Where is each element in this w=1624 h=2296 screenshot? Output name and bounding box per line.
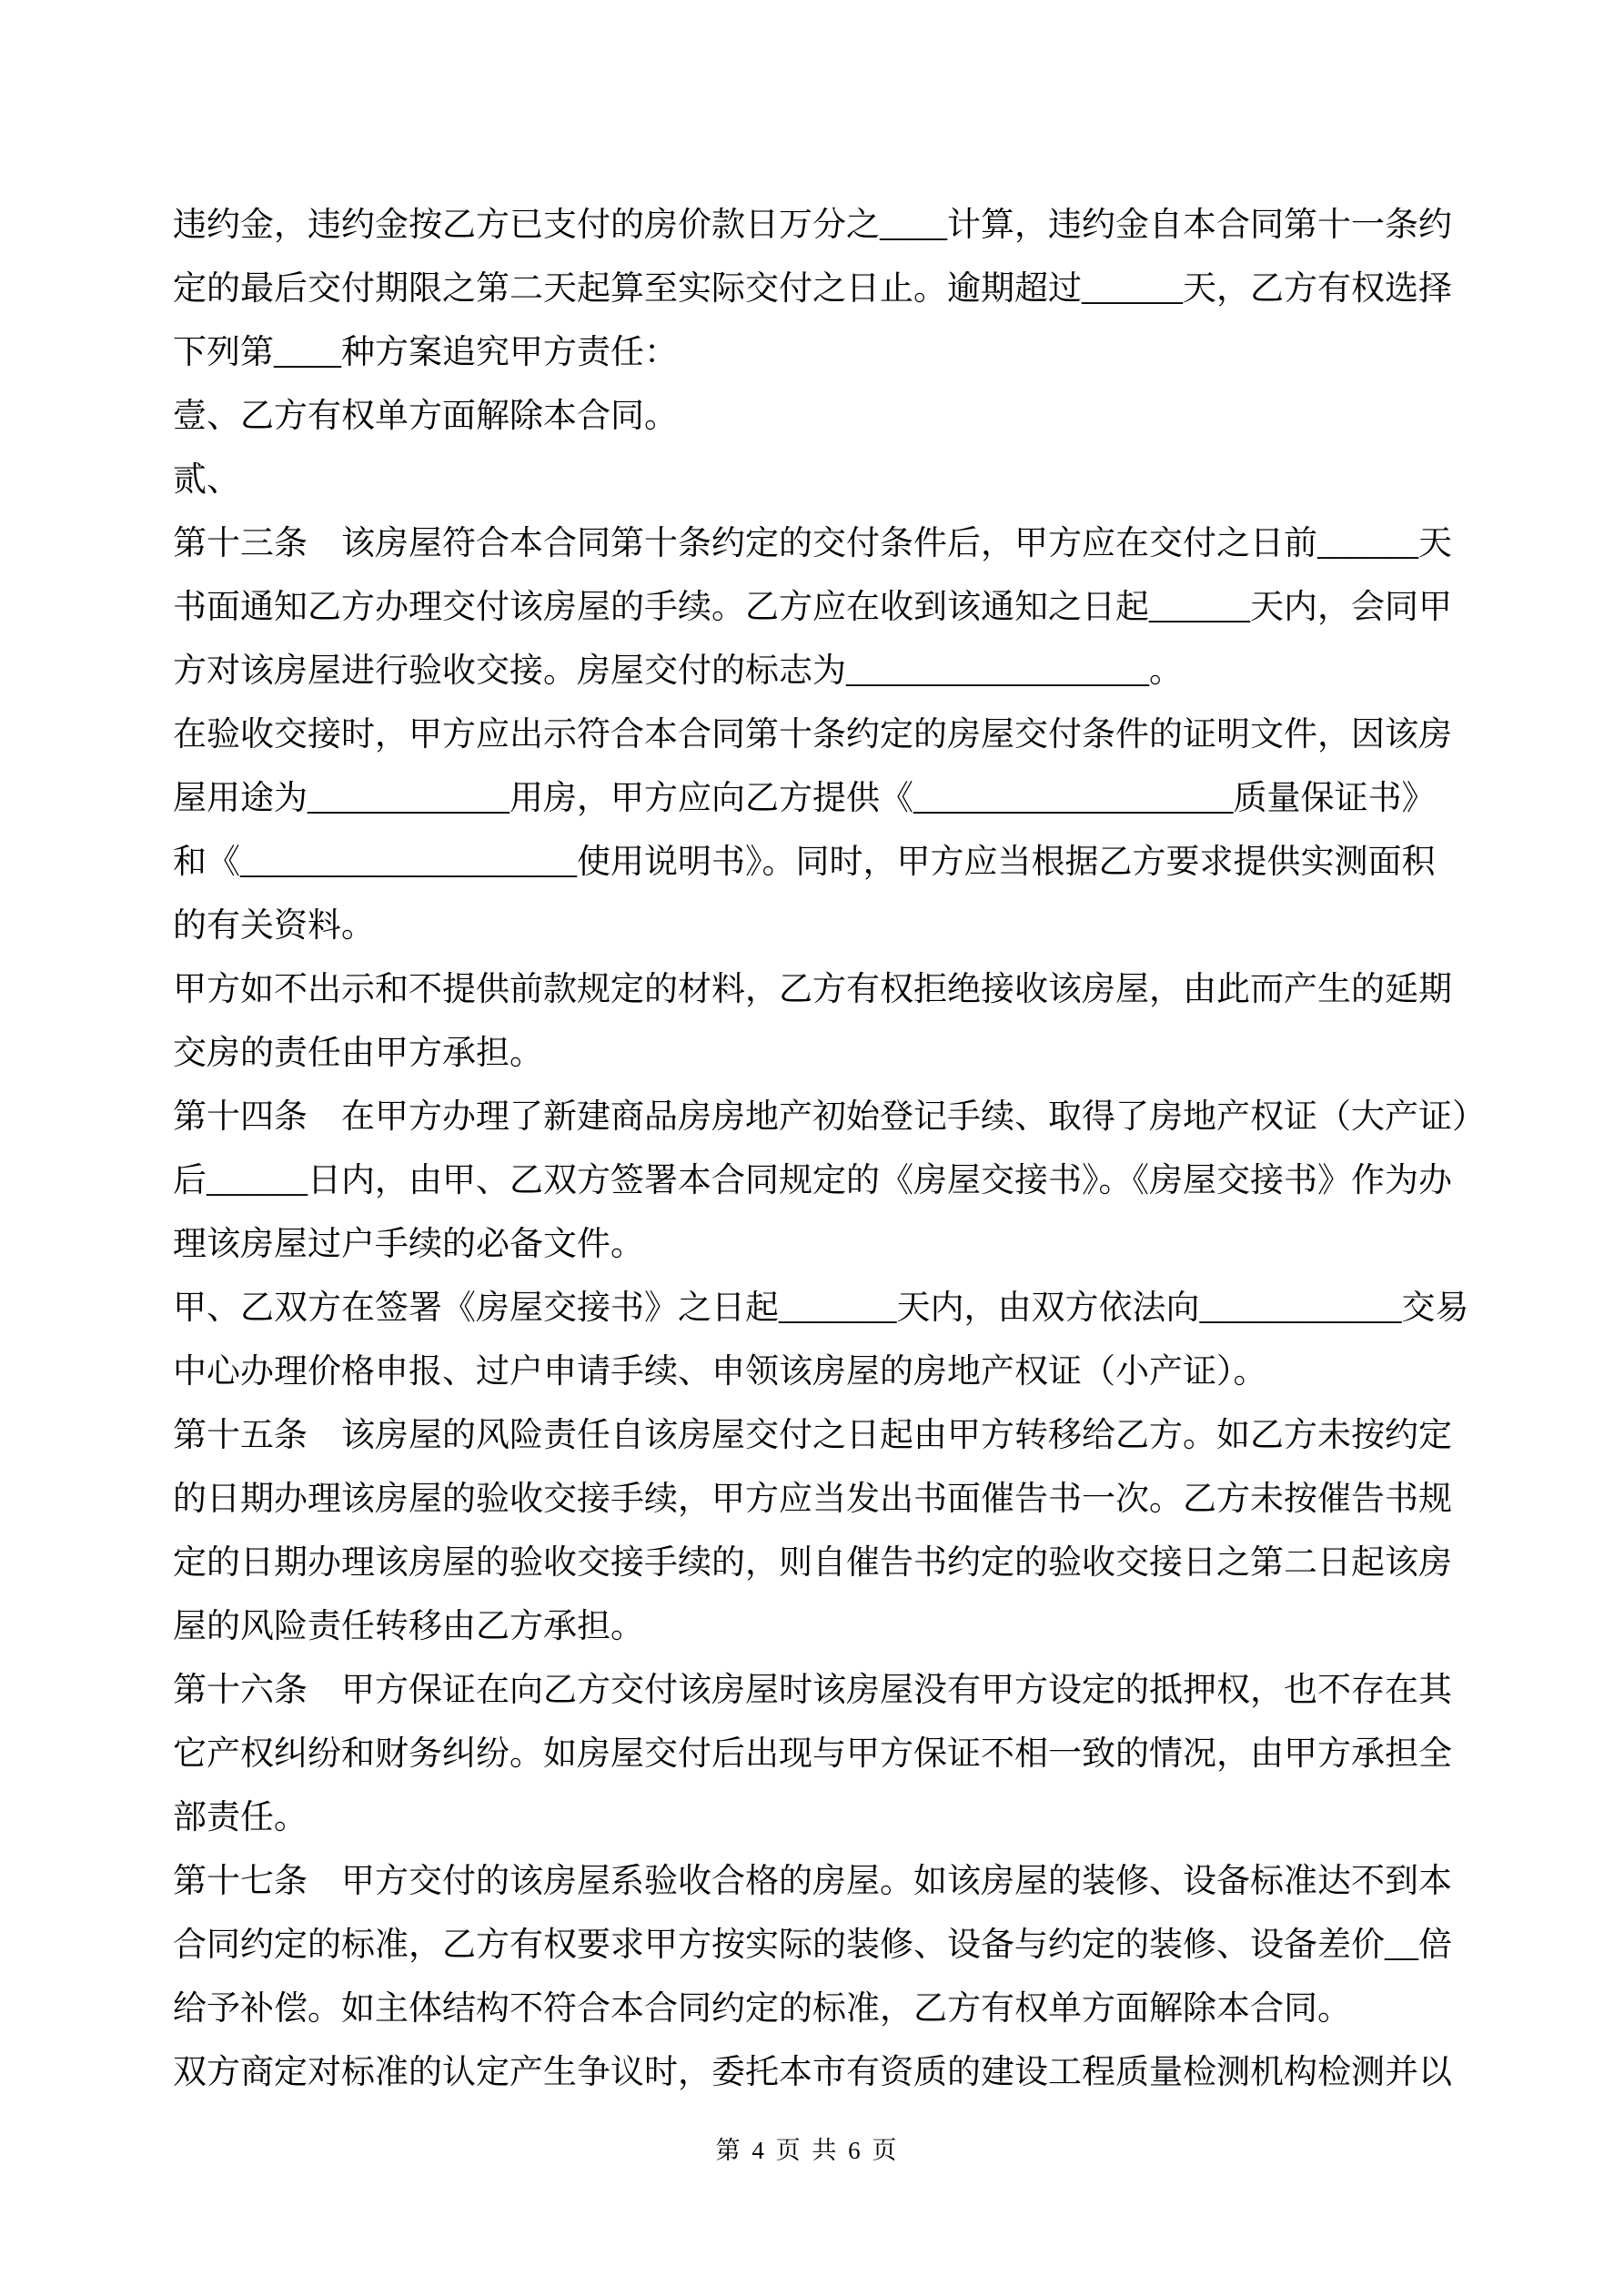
contract-line: 的有关资料。: [173, 907, 375, 945]
contract-line: 交房的责任由甲方承担。: [173, 1035, 543, 1072]
contract-line: 定的最后交付期限之第二天起算至实际交付之日止。逾期超过______天，乙方有权选择: [173, 270, 1452, 308]
contract-line: 下列第____种方案追究甲方责任：: [173, 334, 678, 371]
contract-line: 第十三条 该房屋符合本合同第十条约定的交付条件后，甲方应在交付之日前______天: [173, 525, 1452, 562]
contract-line: 第十七条 甲方交付的该房屋系验收合格的房屋。如该房屋的装修、设备标准达不到本: [173, 1863, 1452, 1900]
contract-line: 屋用途为____________用房，甲方应向乙方提供《___________________质量保证书》: [173, 780, 1436, 817]
contract-line: 合同约定的标准，乙方有权要求甲方按实际的装修、设备与约定的装修、设备差价__倍: [173, 1927, 1452, 1964]
contract-line: 后______日内，由甲、乙双方签署本合同规定的《房屋交接书》。《房屋交接书》作为办: [173, 1162, 1452, 1199]
contract-line: 壹、乙方有权单方面解除本合同。: [173, 398, 678, 435]
contract-line: 理该房屋过户手续的必备文件。: [173, 1226, 644, 1263]
contract-line: 的日期办理该房屋的验收交接手续，甲方应当发出书面催告书一次。乙方未按催告书规: [173, 1481, 1452, 1518]
contract-line: 第十六条 甲方保证在向乙方交付该房屋时该房屋没有甲方设定的抵押权，也不存在其: [173, 1672, 1452, 1709]
page-number-footer: 第 4 页 共 6 页: [715, 2137, 900, 2164]
contract-line: 第十五条 该房屋的风险责任自该房屋交付之日起由甲方转移给乙方。如乙方未按约定: [173, 1417, 1452, 1454]
contract-line: 屋的风险责任转移由乙方承担。: [173, 1608, 644, 1645]
contract-line: 部责任。: [173, 1799, 308, 1836]
contract-line: 双方商定对标准的认定产生争议时，委托本市有资质的建设工程质量检测机构检测并以: [173, 2054, 1452, 2091]
contract-line: 甲、乙双方在签署《房屋交接书》之日起_______天内，由双方依法向____________交易: [173, 1290, 1469, 1327]
contract-line: 给予补偿。如主体结构不符合本合同约定的标准，乙方有权单方面解除本合同。: [173, 1990, 1351, 2028]
contract-line: 在验收交接时，甲方应出示符合本合同第十条约定的房屋交付条件的证明文件，因该房: [173, 716, 1452, 754]
contract-line: 第十四条 在甲方办理了新建商品房房地产初始登记手续、取得了房地产权证（大产证）: [173, 1098, 1486, 1136]
contract-line: 书面通知乙方办理交付该房屋的手续。乙方应在收到该通知之日起______天内，会同甲: [173, 589, 1452, 626]
contract-line: 定的日期办理该房屋的验收交接手续的，则自催告书约定的验收交接日之第二日起该房: [173, 1544, 1452, 1582]
contract-line: 和《____________________使用说明书》。同时，甲方应当根据乙方要求提供实测面积: [173, 844, 1436, 881]
contract-line: 甲方如不出示和不提供前款规定的材料，乙方有权拒绝接收该房屋，由此而产生的延期: [173, 971, 1452, 1008]
contract-line: 贰、: [173, 461, 240, 499]
contract-line: 方对该房屋进行验收交接。房屋交付的标志为__________________。: [173, 652, 1183, 690]
contract-line: 中心办理价格申报、过户申请手续、申领该房屋的房地产权证（小产证）。: [173, 1353, 1267, 1391]
contract-line: 违约金，违约金按乙方已支付的房价款日万分之____计算，违约金自本合同第十一条约: [173, 207, 1452, 244]
contract-line: 它产权纠纷和财务纠纷。如房屋交付后出现与甲方保证不相一致的情况，由甲方承担全: [173, 1735, 1452, 1773]
contract-body: [173, 194, 1486, 2105]
